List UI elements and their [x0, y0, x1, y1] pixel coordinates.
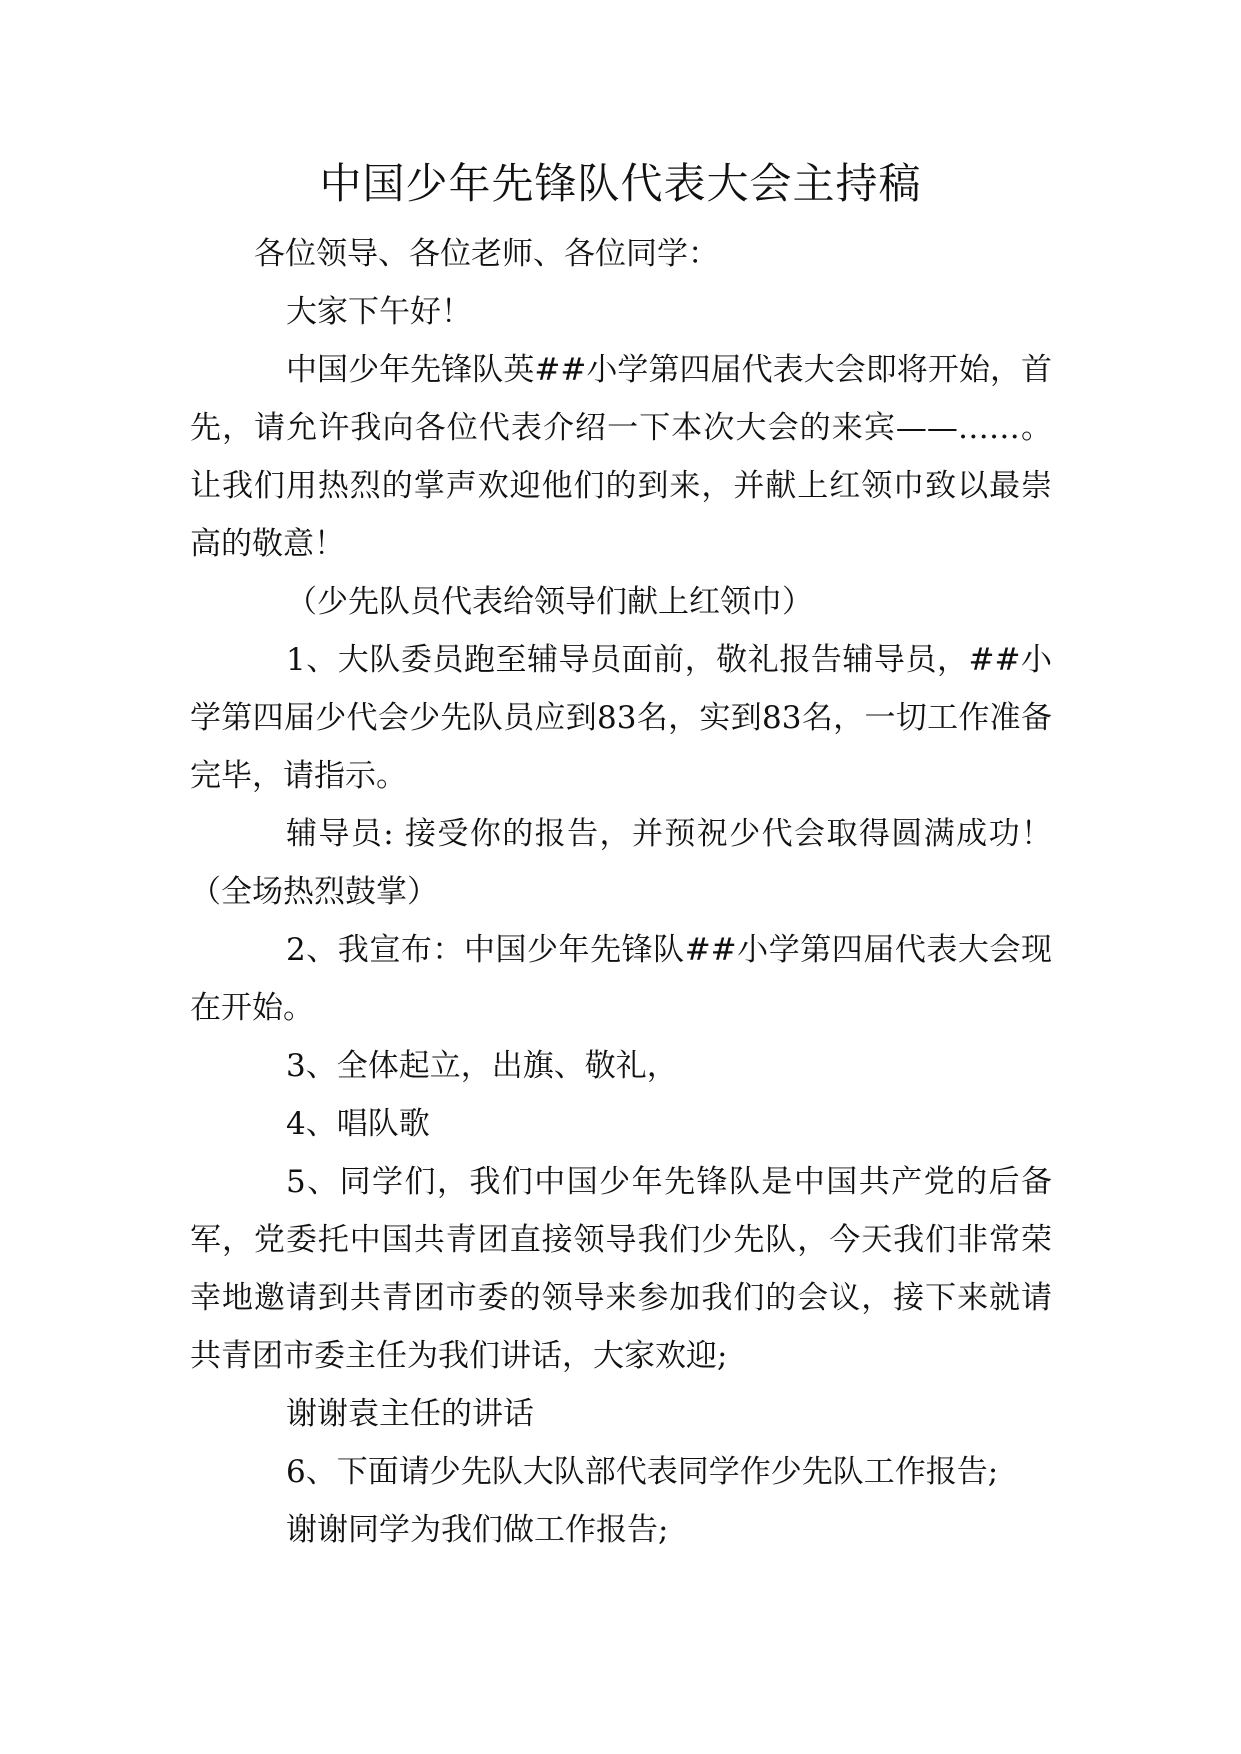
step-3-paragraph: 3、全体起立，出旗、敬礼，	[286, 1048, 678, 1084]
step-5-paragraph: 5、同学们，我们中国少年先锋队是中国共产党的后备军，党委托中国共青团直接领导我们少先队，今天我们非常荣幸地邀请到共青团市委的领导来参加我们的会议，接下来就请共青团市委主任为我们讲话，大家欢迎;	[190, 1164, 1052, 1374]
thanks-report-paragraph: 谢谢同学为我们做工作报告;	[286, 1512, 669, 1548]
step-1-paragraph: 1、大队委员跑至辅导员面前，敬礼报告辅导员，##小学第四届少代会少先队员应到83名，实到83名，一切工作准备完毕，请指示。	[190, 642, 1052, 794]
step-6-paragraph: 6、下面请少先队大队部代表同学作少先队工作报告;	[286, 1454, 999, 1490]
opening-paragraph: 中国少年先锋队英##小学第四届代表大会即将开始，首先，请允许我向各位代表介绍一下本次大会的来宾——……。让我们用热烈的掌声欢迎他们的到来，并献上红领巾致以最崇高的敬意！	[190, 352, 1052, 562]
stage-direction-paragraph: （少先队员代表给领导们献上红领巾）	[286, 584, 813, 620]
greeting-paragraph: 大家下午好！	[286, 294, 472, 330]
thanks-director-paragraph: 谢谢袁主任的讲话	[286, 1396, 534, 1432]
salutation-paragraph: 各位领导、各位老师、各位同学：	[254, 236, 719, 272]
document-body	[190, 225, 1052, 1559]
counselor-reply-paragraph: 辅导员: 接受你的报告，并预祝少代会取得圆满成功！（全场热烈鼓掌）	[190, 816, 1052, 910]
step-4-paragraph: 4、唱队歌	[286, 1106, 430, 1142]
document-title: 中国少年先锋队代表大会主持稿	[319, 159, 922, 208]
step-2-paragraph: 2、我宣布：中国少年先锋队##小学第四届代表大会现在开始。	[190, 932, 1052, 1026]
